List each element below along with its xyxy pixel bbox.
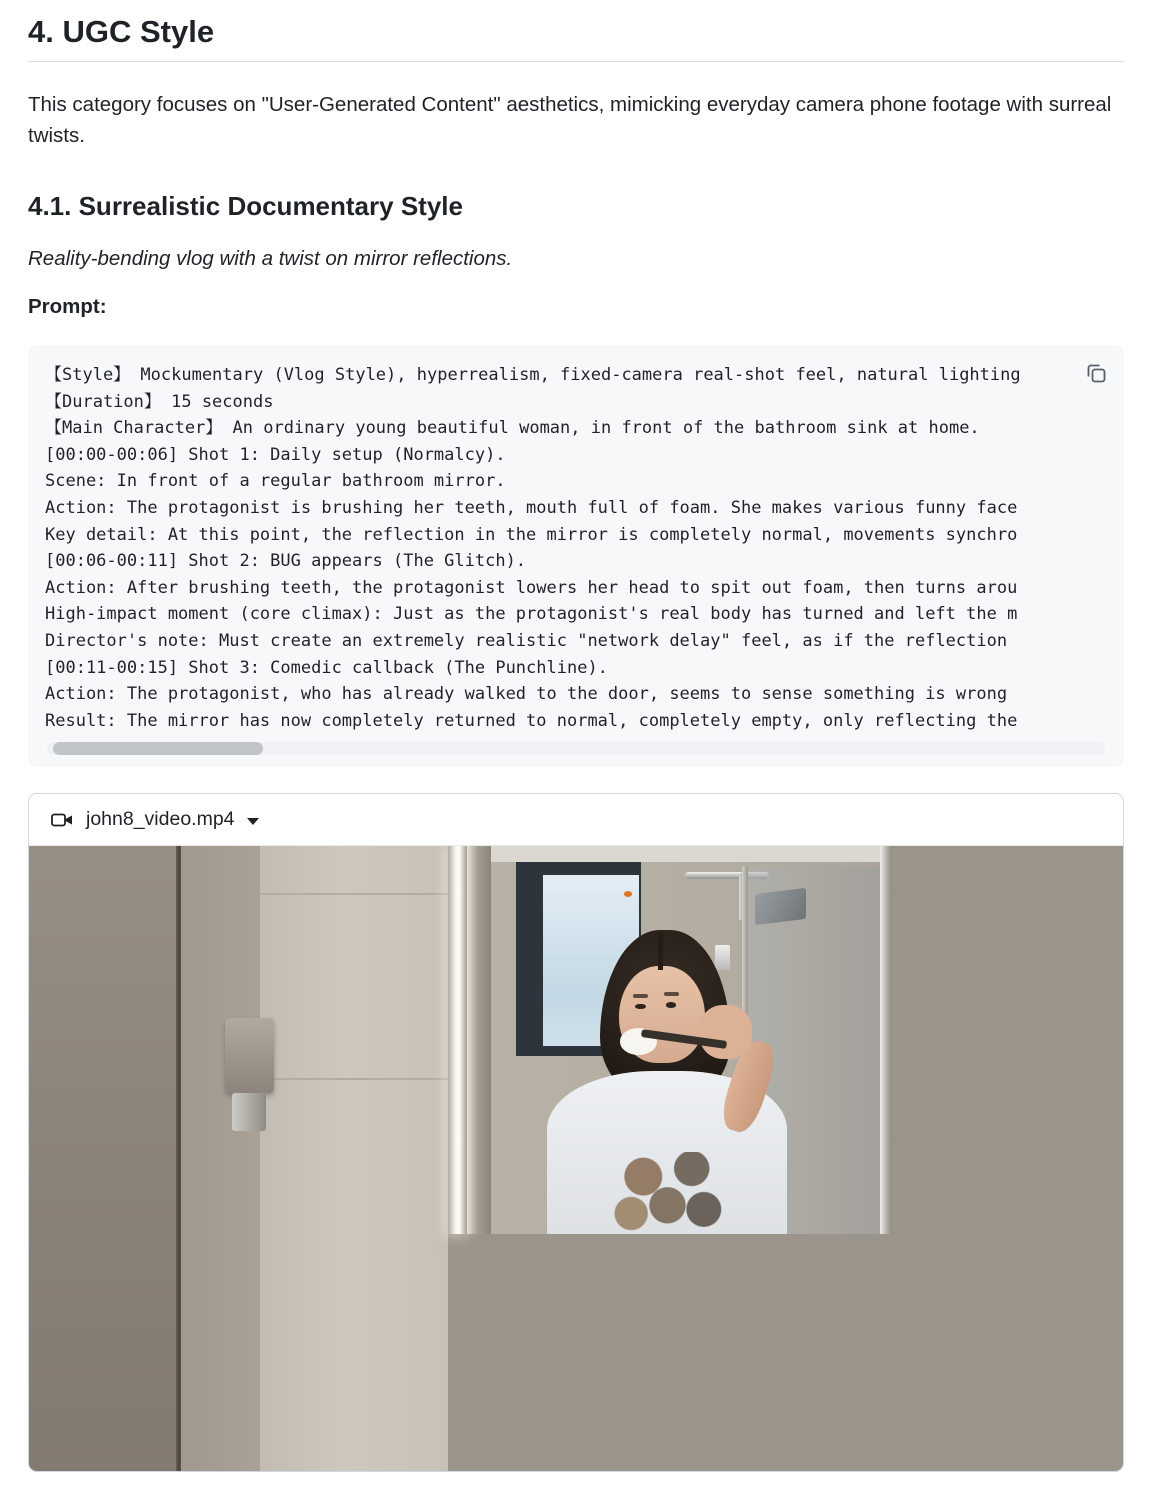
hair-part: [658, 932, 663, 971]
video-camera-icon: [50, 809, 75, 831]
video-filename: john8_video.mp4: [86, 808, 235, 831]
subsection-title: 4.1. Surrealistic Documentary Style: [28, 191, 463, 221]
wall-dispenser: [225, 1018, 274, 1093]
cabinet-side-panel: [892, 846, 1017, 1234]
code-line: Director's note: Must create an extremely realistic "network delay" feel, as if the reflection: [45, 630, 1008, 651]
code-line: 【Style】 Mockumentary (Vlog Style), hyperrealism, fixed-camera real-shot feel, natural lighting: [45, 365, 1021, 385]
code-line: Action: The protagonist is brushing her teeth, mouth full of foam. She makes various funny face: [45, 497, 1018, 518]
horizontal-scrollbar[interactable]: [47, 742, 1105, 755]
code-line: Key detail: At this point, the reflection in the mirror is completely normal, movements synchro: [45, 524, 1018, 545]
intro-paragraph: This category focuses on "User-Generated Content" aesthetics, mimicking everyday camera phone footage with surreal twists.: [28, 93, 1112, 147]
copy-icon: [1084, 361, 1108, 385]
cabinet-chrome-strip: [880, 846, 892, 1234]
code-line: Result: The mirror has now completely returned to normal, completely empty, only reflecting the: [45, 710, 1018, 731]
scrollbar-thumb[interactable]: [53, 742, 263, 755]
dispenser-holder: [232, 1093, 266, 1131]
video-attachment-toggle[interactable]: [29, 794, 1123, 845]
panel-seam: [260, 893, 448, 895]
page-title: 4. UGC Style: [28, 14, 1124, 62]
copy-button[interactable]: [1078, 355, 1114, 391]
code-line: 【Duration】 15 seconds: [45, 391, 274, 412]
tshirt-graphic: [607, 1152, 728, 1233]
prompt-code: [45, 362, 1107, 734]
reflected-ceiling: [491, 846, 880, 862]
mirror-reflection: [491, 846, 880, 1234]
code-line: [00:06-00:11] Shot 2: BUG appears (The Glitch).: [45, 551, 527, 572]
code-line: [00:11-00:15] Shot 3: Comedic callback (The Punchline).: [45, 657, 608, 678]
chevron-down-icon: [247, 818, 259, 825]
code-line: [00:00-00:06] Shot 1: Daily setup (Normalcy).: [45, 444, 506, 465]
video-frame: [29, 846, 1123, 1471]
code-line: Action: The protagonist, who has already walked to the door, seems to sense something is wrong: [45, 684, 1008, 705]
left-wall-panel: [181, 846, 261, 1471]
panel-seam: [260, 1078, 448, 1080]
shower-door-hinge: [715, 945, 730, 970]
reflected-hand: [699, 1005, 752, 1059]
video-player[interactable]: [29, 845, 1123, 1471]
left-wall: [29, 846, 177, 1471]
prompt-code-block: [28, 345, 1124, 767]
eye: [666, 1002, 677, 1008]
mirror-frame-edge: [467, 846, 491, 1234]
code-line: 【Main Character】 An ordinary young beautiful woman, in front of the bathroom sink at home.: [45, 418, 980, 439]
code-line: Scene: In front of a regular bathroom mirror.: [45, 471, 506, 492]
video-attachment-card: [28, 793, 1124, 1472]
eyebrow: [633, 994, 648, 998]
eyebrow: [664, 992, 679, 996]
code-line: Action: After brushing teeth, the protagonist lowers her head to spit out foam, then turns arou: [45, 577, 1018, 598]
light-wall-panel: [260, 846, 448, 1471]
prompt-label: Prompt:: [28, 295, 107, 318]
mirror-led-strip: [447, 846, 467, 1234]
code-line: High-impact moment (core climax): Just as the protagonist's real body has turned and left the m: [45, 604, 1018, 625]
subsection-tagline: Reality-bending vlog with a twist on mirror reflections.: [28, 247, 513, 270]
